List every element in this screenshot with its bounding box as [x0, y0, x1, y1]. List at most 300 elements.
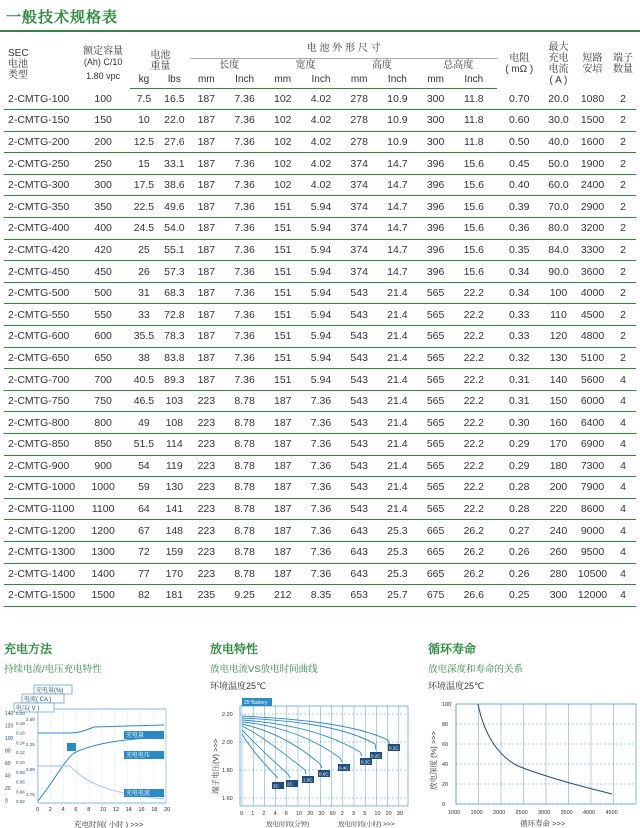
model-cell: 2-CMTG-250	[4, 153, 76, 175]
header-dimensions: 电 池 外 形 尺 寸	[191, 40, 497, 58]
header-total-height: 总高度	[443, 59, 474, 71]
table-cell: 9.25	[222, 585, 267, 607]
table-cell: 90.0	[542, 261, 575, 283]
discharge-xlabel-hr: 放电时间(小时) >>>	[338, 821, 395, 828]
table-cell: 187	[191, 369, 222, 391]
table-cell: 7.36	[222, 131, 267, 153]
table-cell: 22.5	[130, 196, 158, 218]
table-cell: 11.8	[451, 88, 496, 110]
table-cell: 4	[610, 477, 636, 499]
table-cell: 38	[130, 347, 158, 369]
table-cell: 2	[610, 110, 636, 132]
discharge-x-tick: 4	[273, 811, 277, 817]
table-cell: 7.36	[298, 541, 343, 563]
model-cell: 2-CMTG-650	[4, 347, 76, 369]
current-y-tick: 0.10	[16, 760, 25, 765]
table-cell: 7.36	[298, 412, 343, 434]
table-cell: 1200	[76, 520, 130, 542]
table-cell: 7.36	[298, 563, 343, 585]
table-cell: 374	[344, 239, 375, 261]
table-cell: 77	[130, 563, 158, 585]
table-cell: 22.2	[451, 304, 496, 326]
unit-mm: mm	[420, 72, 451, 88]
table-cell: 68.3	[158, 282, 191, 304]
cycle-x-tick: 3000	[538, 810, 551, 816]
table-cell: 3200	[575, 218, 610, 240]
table-cell: 0.27	[497, 520, 542, 542]
table-cell: 6900	[575, 434, 610, 456]
cycle-chart	[428, 694, 640, 828]
table-cell: 55.1	[158, 239, 191, 261]
table-cell: 4	[610, 498, 636, 520]
table-cell: 5.94	[298, 196, 343, 218]
table-cell: 0.34	[497, 261, 542, 283]
table-cell: 187	[191, 153, 222, 175]
table-cell: 100	[542, 282, 575, 304]
model-cell: 2-CMTG-750	[4, 390, 76, 412]
table-cell: 396	[420, 153, 451, 175]
table-cell: 653	[344, 585, 375, 607]
table-cell: 565	[420, 390, 451, 412]
discharge-x-tick: 20	[307, 811, 314, 817]
table-cell: 25	[130, 239, 158, 261]
voltage-y-tick: 1.75	[26, 792, 35, 797]
table-cell: 187	[267, 477, 298, 499]
table-cell: 565	[420, 304, 451, 326]
header-weight: 电池 重量	[150, 50, 171, 72]
label-charge-voltage: 充电电压	[126, 753, 151, 759]
table-cell: 25.3	[375, 541, 420, 563]
table-cell: 565	[420, 326, 451, 348]
table-cell: 7.36	[222, 282, 267, 304]
table-cell: 187	[191, 88, 222, 110]
table-cell: 102	[267, 174, 298, 196]
charge-y-axes	[5, 711, 35, 805]
table-cell: 4.02	[298, 174, 343, 196]
table-cell: 1000	[76, 477, 130, 499]
charge-subtitle: 持续电流/电压充电特性	[4, 664, 102, 675]
table-cell: 0.29	[497, 455, 542, 477]
table-cell: 565	[420, 498, 451, 520]
table-cell: 148	[158, 520, 191, 542]
discharge-subtitle: 放电电流VS放电时间曲线	[210, 664, 318, 675]
model-cell: 2-CMTG-1000	[4, 477, 76, 499]
unit-lbs: lbs	[158, 72, 191, 88]
spec-table	[4, 40, 636, 607]
table-cell: 82	[130, 585, 158, 607]
table-cell: 8.78	[222, 477, 267, 499]
charge-x-tick: 4	[61, 807, 65, 813]
table-cell: 7.36	[222, 174, 267, 196]
table-cell: 7.36	[298, 477, 343, 499]
table-cell: 7.36	[222, 326, 267, 348]
table-cell: 21.4	[375, 347, 420, 369]
table-cell: 22.2	[451, 477, 496, 499]
table-cell: 130	[158, 477, 191, 499]
table-cell: 151	[267, 196, 298, 218]
model-cell: 2-CMTG-400	[4, 218, 76, 240]
table-cell: 543	[344, 477, 375, 499]
model-cell: 2-CMTG-1300	[4, 541, 76, 563]
discharge-badge: 25°Battery	[244, 700, 268, 706]
table-cell: 15.6	[451, 261, 496, 283]
discharge-title: 放电特性	[210, 642, 259, 656]
cycle-x-tick: 1500	[470, 810, 483, 816]
model-cell: 2-CMTG-500	[4, 282, 76, 304]
table-cell: 4	[610, 520, 636, 542]
cycle-y-tick: 20	[442, 782, 449, 788]
table-cell: 643	[344, 520, 375, 542]
table-cell: 22.2	[451, 498, 496, 520]
svg-text:2C: 2C	[287, 781, 293, 787]
table-cell: 130	[542, 347, 575, 369]
table-row	[4, 88, 636, 110]
table-cell: 0.29	[497, 434, 542, 456]
header-max-charge: 最大 充电 电流 ( A )	[548, 42, 569, 86]
table-cell: 4	[610, 369, 636, 391]
table-cell: 0.25	[497, 585, 542, 607]
table-row	[4, 390, 636, 412]
table-cell: 187	[191, 174, 222, 196]
table-cell: 14.7	[375, 174, 420, 196]
model-cell: 2-CMTG-800	[4, 412, 76, 434]
table-row	[4, 174, 636, 196]
charge-y-tick: 0	[5, 798, 8, 805]
table-cell: 140	[542, 369, 575, 391]
model-cell: 2-CMTG-1500	[4, 585, 76, 607]
discharge-x-tick: 2	[262, 811, 266, 817]
table-cell: 500	[76, 282, 130, 304]
table-cell: 2	[610, 153, 636, 175]
cycle-y-tick: 60	[442, 742, 449, 748]
table-cell: 78.3	[158, 326, 191, 348]
cycle-y-tick: 40	[442, 762, 449, 768]
table-cell: 5.94	[298, 218, 343, 240]
table-cell: 2900	[575, 196, 610, 218]
table-cell: 40.0	[542, 131, 575, 153]
table-cell: 7.36	[222, 110, 267, 132]
table-cell: 151	[267, 239, 298, 261]
table-cell: 31	[130, 282, 158, 304]
table-row	[4, 196, 636, 218]
table-cell: 4.02	[298, 88, 343, 110]
charge-y-tick: 60	[5, 761, 11, 767]
table-cell: 72	[130, 541, 158, 563]
table-cell: 22.2	[451, 369, 496, 391]
table-cell: 120	[542, 326, 575, 348]
table-cell: 565	[420, 347, 451, 369]
voltage-y-tick: 2.50	[26, 717, 35, 722]
table-cell: 46.5	[130, 390, 158, 412]
svg-text:0.3C: 0.3C	[361, 759, 371, 765]
charge-x-tick: 0	[36, 807, 40, 813]
table-cell: 223	[191, 390, 222, 412]
table-cell: 543	[344, 390, 375, 412]
table-cell: 187	[191, 304, 222, 326]
table-cell: 4	[610, 434, 636, 456]
discharge-y-tick: 1.80	[222, 768, 233, 774]
table-cell: 1500	[575, 110, 610, 132]
table-cell: 4	[610, 455, 636, 477]
table-cell: 15.6	[451, 218, 496, 240]
title-divider	[0, 30, 640, 32]
table-cell: 26.2	[451, 541, 496, 563]
table-cell: 550	[76, 304, 130, 326]
model-cell: 2-CMTG-200	[4, 131, 76, 153]
table-cell: 223	[191, 477, 222, 499]
table-cell: 187	[267, 563, 298, 585]
table-cell: 21.4	[375, 434, 420, 456]
current-y-tick: 0.16	[16, 730, 25, 736]
table-cell: 7.36	[298, 434, 343, 456]
table-cell: 543	[344, 304, 375, 326]
table-cell: 7.36	[222, 347, 267, 369]
table-cell: 5600	[575, 369, 610, 391]
table-cell: 14.7	[375, 153, 420, 175]
table-row	[4, 153, 636, 175]
table-cell: 110	[542, 304, 575, 326]
discharge-y-tick: 2.00	[222, 740, 233, 746]
header-short-circuit: 短路 安培	[582, 53, 603, 75]
table-cell: 187	[191, 131, 222, 153]
table-cell: 22.0	[158, 110, 191, 132]
table-cell: 27.6	[158, 131, 191, 153]
table-cell: 280	[542, 563, 575, 585]
cycle-note: 环境温度25℃	[428, 681, 485, 691]
charge-x-tick: 8	[87, 807, 91, 813]
table-cell: 38.6	[158, 174, 191, 196]
table-row	[4, 498, 636, 520]
table-cell: 102	[267, 153, 298, 175]
table-cell: 187	[267, 520, 298, 542]
discharge-x-tick: 10	[374, 811, 381, 817]
table-cell: 102	[267, 110, 298, 132]
table-cell: 59	[130, 477, 158, 499]
table-cell: 12.5	[130, 131, 158, 153]
current-y-tick: 0.06	[16, 779, 25, 785]
discharge-x-tick: 1	[251, 811, 255, 817]
table-cell: 22.2	[451, 412, 496, 434]
table-cell: 212	[267, 585, 298, 607]
table-cell: 5.94	[298, 304, 343, 326]
table-cell: 150	[76, 110, 130, 132]
table-cell: 15.6	[451, 196, 496, 218]
model-cell: 2-CMTG-1200	[4, 520, 76, 542]
table-cell: 750	[76, 390, 130, 412]
table-cell: 0.35	[497, 239, 542, 261]
table-cell: 2	[610, 326, 636, 348]
table-cell: 5.94	[298, 347, 343, 369]
table-cell: 7.36	[298, 390, 343, 412]
table-cell: 260	[542, 541, 575, 563]
table-cell: 22.2	[451, 390, 496, 412]
table-row	[4, 412, 636, 434]
header-height: 高度	[371, 59, 392, 71]
table-cell: 102	[267, 131, 298, 153]
discharge-panel	[210, 640, 410, 828]
unit-inch: Inch	[222, 72, 267, 88]
table-cell: 6400	[575, 412, 610, 434]
table-cell: 1100	[76, 498, 130, 520]
table-cell: 8.78	[222, 412, 267, 434]
table-cell: 33	[130, 304, 158, 326]
table-cell: 7300	[575, 455, 610, 477]
table-cell: 51.5	[130, 434, 158, 456]
table-cell: 6000	[575, 390, 610, 412]
table-cell: 22.2	[451, 326, 496, 348]
table-cell: 220	[542, 498, 575, 520]
table-cell: 7.36	[222, 153, 267, 175]
unit-mm: mm	[267, 72, 298, 88]
table-cell: 151	[267, 347, 298, 369]
table-cell: 4	[610, 541, 636, 563]
table-cell: 675	[420, 585, 451, 607]
table-cell: 187	[267, 412, 298, 434]
table-cell: 100	[76, 88, 130, 110]
table-cell: 0.60	[497, 110, 542, 132]
cycle-y-tick: 100	[442, 702, 452, 708]
table-cell: 223	[191, 541, 222, 563]
table-cell: 102	[267, 88, 298, 110]
charge-y-tick: 80	[5, 748, 11, 755]
table-cell: 5.94	[298, 239, 343, 261]
table-cell: 187	[267, 498, 298, 520]
table-cell: 7.36	[222, 261, 267, 283]
voltage-y-tick: 2.00	[26, 767, 35, 772]
table-cell: 35.5	[130, 326, 158, 348]
table-cell: 400	[76, 218, 130, 240]
table-cell: 565	[420, 282, 451, 304]
table-cell: 22.2	[451, 347, 496, 369]
table-cell: 4000	[575, 282, 610, 304]
table-cell: 2	[610, 196, 636, 218]
table-cell: 1400	[76, 563, 130, 585]
table-cell: 114	[158, 434, 191, 456]
table-row	[4, 110, 636, 132]
table-cell: 21.4	[375, 282, 420, 304]
table-cell: 0.32	[497, 347, 542, 369]
table-row	[4, 369, 636, 391]
cycle-x-ticks	[448, 810, 618, 816]
table-cell: 223	[191, 412, 222, 434]
table-cell: 223	[191, 434, 222, 456]
table-cell: 187	[191, 282, 222, 304]
table-cell: 1500	[76, 585, 130, 607]
table-cell: 151	[267, 304, 298, 326]
svg-text:1.0C: 1.0C	[303, 777, 313, 783]
model-cell: 2-CMTG-1100	[4, 498, 76, 520]
table-cell: 543	[344, 498, 375, 520]
table-cell: 4	[610, 390, 636, 412]
header-length: 长度	[219, 59, 240, 71]
table-cell: 4	[610, 412, 636, 434]
table-cell: 33.1	[158, 153, 191, 175]
table-cell: 21.4	[375, 390, 420, 412]
table-row	[4, 585, 636, 607]
current-y-tick: 0.02	[16, 799, 25, 805]
charge-panel	[4, 640, 200, 828]
table-cell: 26.2	[451, 520, 496, 542]
table-cell: 10.9	[375, 110, 420, 132]
current-y-tick: 0.14	[16, 740, 25, 746]
table-cell: 5.94	[298, 261, 343, 283]
table-cell: 0.39	[497, 196, 542, 218]
table-cell: 54	[130, 455, 158, 477]
unit-inch: Inch	[375, 72, 420, 88]
table-cell: 21.4	[375, 477, 420, 499]
table-cell: 2	[610, 239, 636, 261]
charge-title: 充电方法	[4, 642, 53, 656]
table-cell: 2	[610, 261, 636, 283]
table-cell: 7.36	[222, 196, 267, 218]
cycle-y-ticks	[442, 702, 451, 808]
table-cell: 396	[420, 218, 451, 240]
table-cell: 4.02	[298, 153, 343, 175]
table-cell: 0.26	[497, 541, 542, 563]
table-cell: 21.4	[375, 304, 420, 326]
table-cell: 0.34	[497, 282, 542, 304]
model-cell: 2-CMTG-300	[4, 174, 76, 196]
table-cell: 5100	[575, 347, 610, 369]
table-cell: 119	[158, 455, 191, 477]
table-cell: 450	[76, 261, 130, 283]
table-row	[4, 131, 636, 153]
table-cell: 7.36	[222, 88, 267, 110]
discharge-x-tick: 10	[296, 811, 303, 817]
table-cell: 180	[542, 455, 575, 477]
table-cell: 57.3	[158, 261, 191, 283]
cycle-x-tick: 4000	[583, 810, 596, 816]
header-width: 宽度	[295, 59, 316, 71]
charge-chart	[4, 681, 200, 828]
table-cell: 22.2	[451, 434, 496, 456]
table-cell: 4.02	[298, 131, 343, 153]
table-cell: 543	[344, 282, 375, 304]
cycle-x-tick: 4500	[605, 810, 618, 816]
cycle-subtitle: 放电深度和寿命的关系	[428, 664, 524, 675]
discharge-y-ticks	[222, 712, 233, 802]
table-cell: 0.40	[497, 174, 542, 196]
table-cell: 170	[542, 434, 575, 456]
cycle-x-tick: 2500	[515, 810, 528, 816]
table-cell: 4	[610, 563, 636, 585]
unit-kg: kg	[130, 72, 158, 88]
table-cell: 0.31	[497, 369, 542, 391]
charge-x-tick: 20	[164, 807, 171, 813]
table-cell: 11.8	[451, 131, 496, 153]
table-cell: 83.8	[158, 347, 191, 369]
table-cell: 200	[76, 131, 130, 153]
table-row	[4, 261, 636, 283]
table-cell: 8.78	[222, 434, 267, 456]
table-cell: 151	[267, 218, 298, 240]
table-cell: 374	[344, 218, 375, 240]
table-cell: 223	[191, 498, 222, 520]
discharge-y-tick: 1.60	[222, 796, 233, 802]
unit-mm: mm	[191, 72, 222, 88]
table-cell: 30.0	[542, 110, 575, 132]
table-cell: 7.36	[298, 498, 343, 520]
label-charge-amount: 充电量	[126, 733, 145, 739]
table-cell: 151	[267, 369, 298, 391]
table-row	[4, 541, 636, 563]
table-row	[4, 563, 636, 585]
charge-x-tick: 10	[100, 807, 107, 813]
table-cell: 11.8	[451, 110, 496, 132]
discharge-x-tick: 5	[363, 811, 367, 817]
charge-legend	[14, 685, 72, 712]
svg-text:0.2C: 0.2C	[371, 753, 381, 759]
